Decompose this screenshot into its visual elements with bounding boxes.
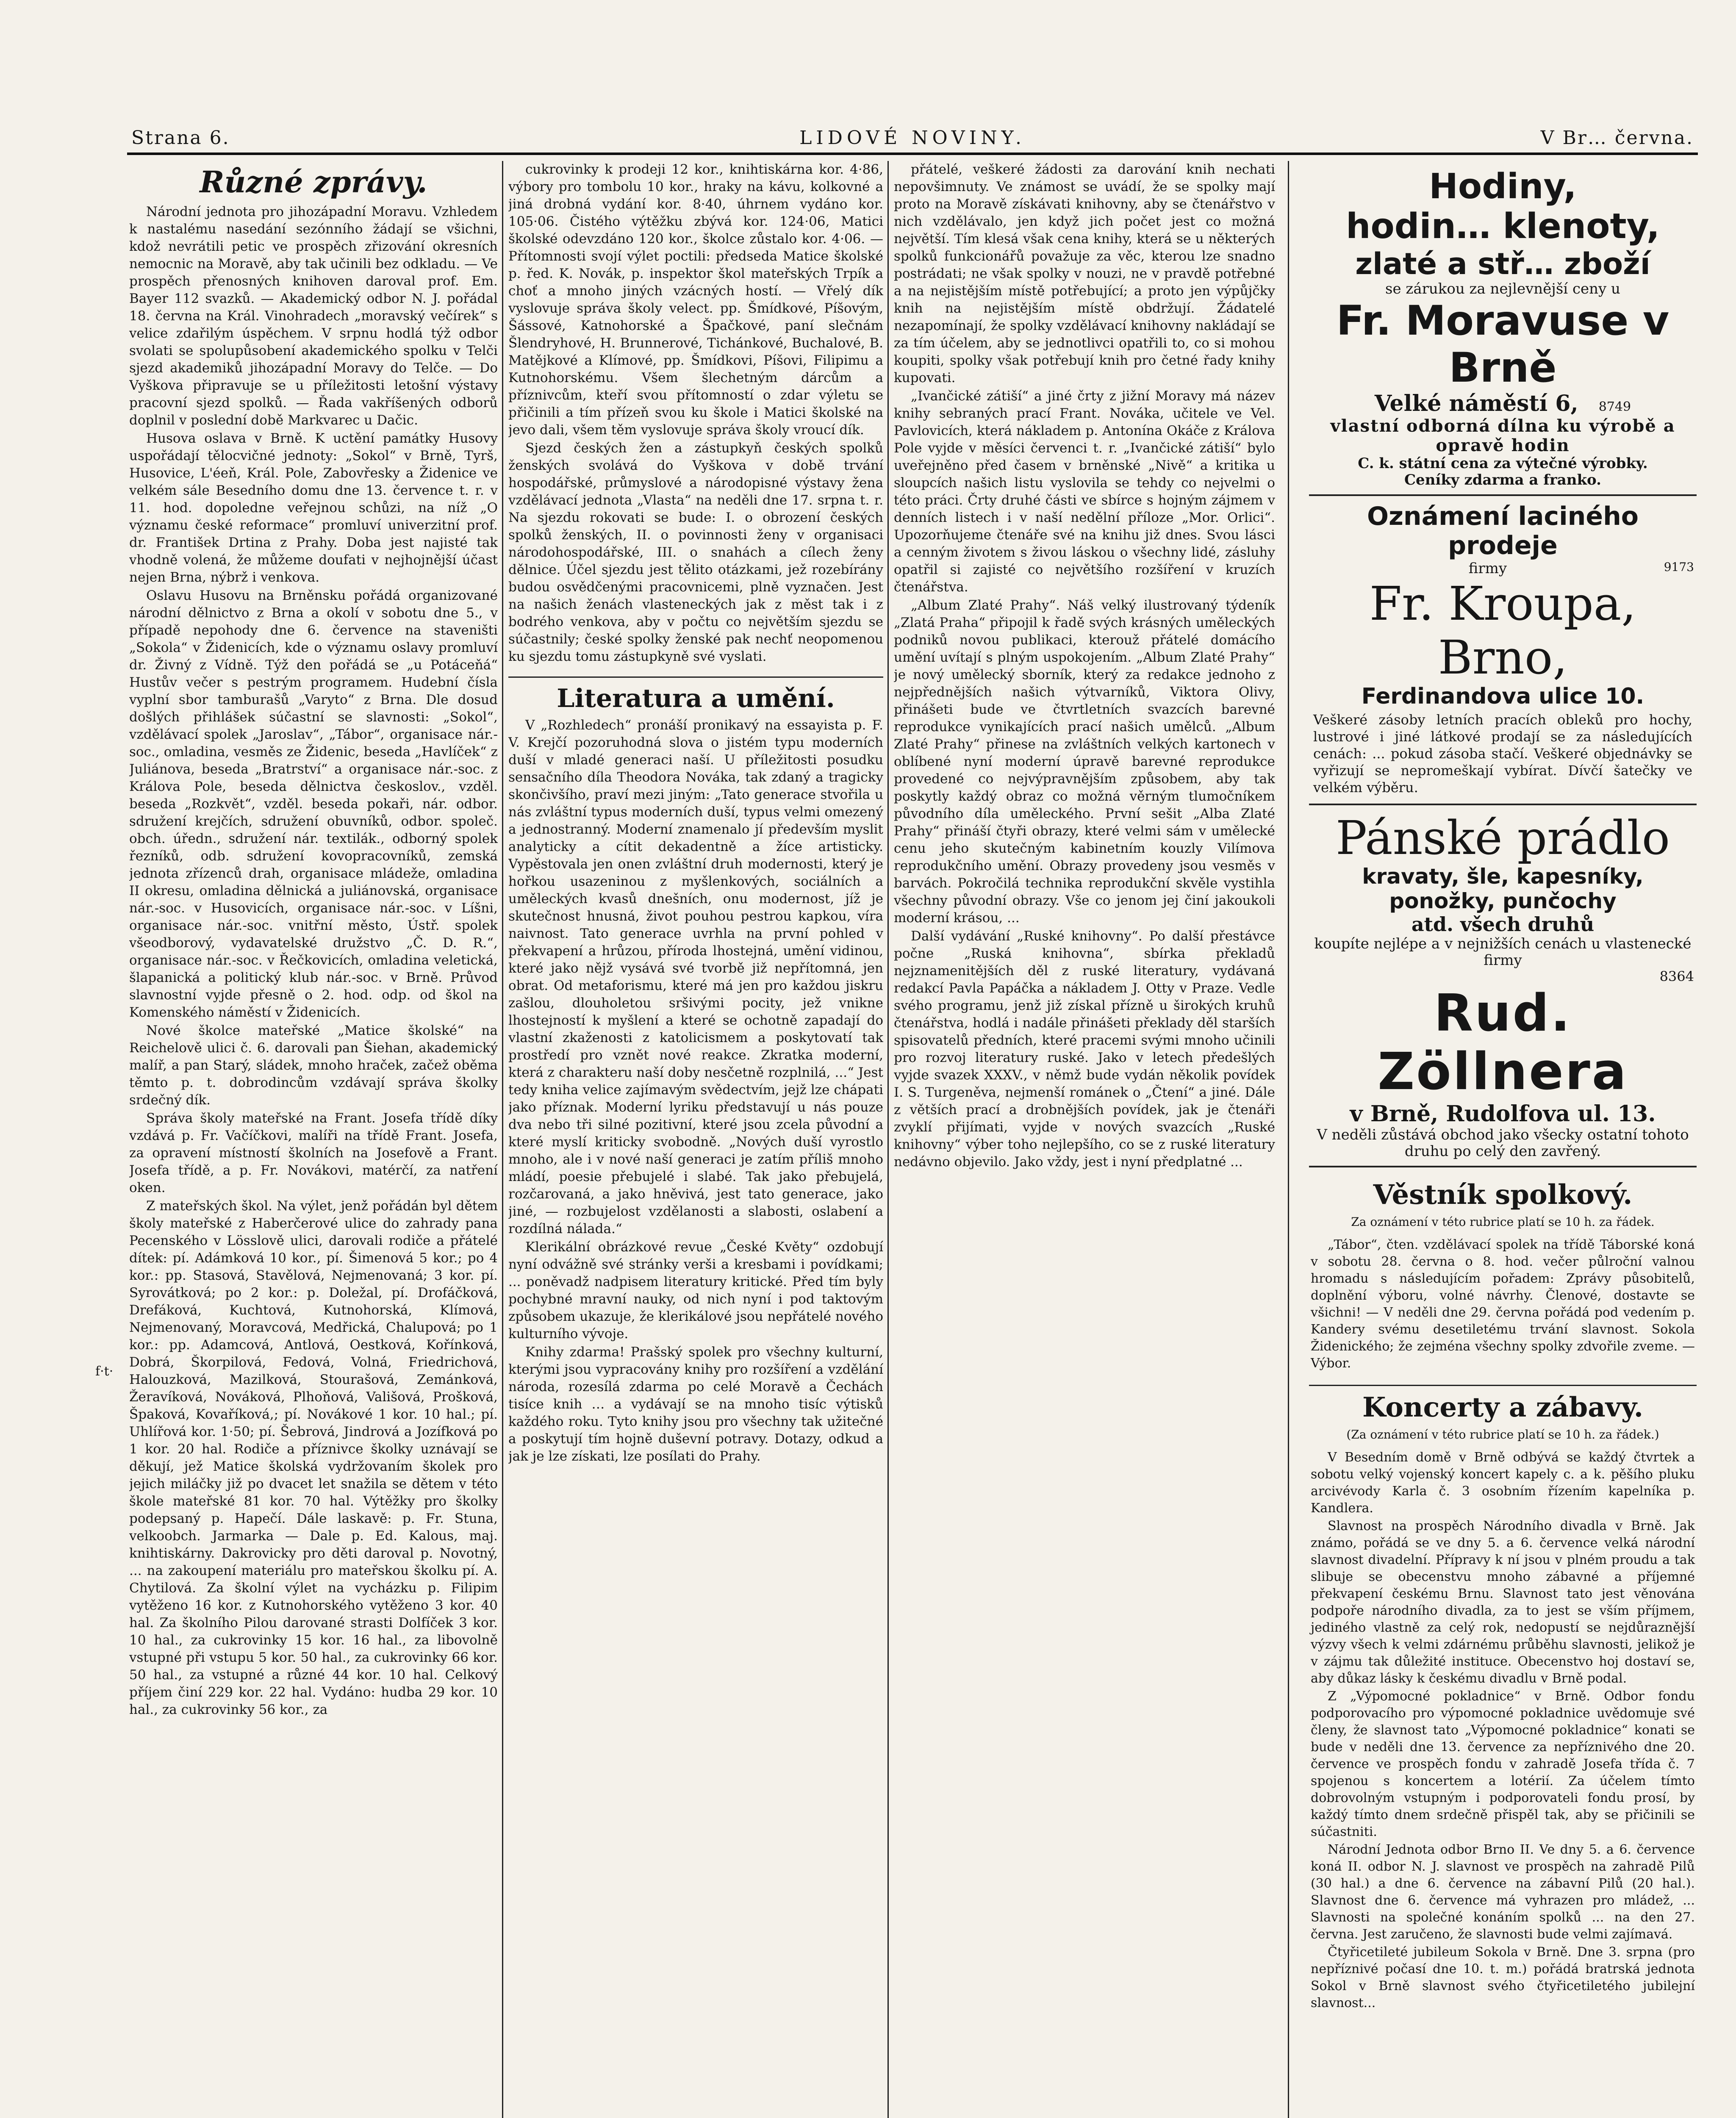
ad-firm-name: Fr. Moravuse v Brně	[1336, 297, 1669, 391]
ad-number: 8364	[1659, 968, 1694, 985]
ad-firm-name: Fr. Kroupa, Brno,	[1369, 577, 1636, 685]
ad-address: Ferdinandova ulice 10.	[1361, 684, 1644, 710]
column-3	[894, 161, 1275, 2118]
column-rule	[1288, 161, 1289, 2118]
article-paragraph: Další vydávání „Ruské knihovny“. Po další přestávce počne „Ruská knihovna“, sbírka překladů nejznamenitějších děl z ruské literatury, vydávaná redakcí Pavla Papáčka a nákladem J. Otty v Praze. Vedle svého programu, jenž již získal přízně u širokých kruhů čtenářstva, hodlá i nadále přinášeti překlady děl starších spisovatelů předních, které pracemi svými mnoho učinili pro rozvoj literatury ruské. Jako v letech předešlých vyjde svazek XXXV., v němž bude vydán několik povídek I. S. Turgeněva, nejmenší románek o „Čtení“ a jiné. Dále z větších prací a drobnějších povídek, jak je čtenáři zvyklí přijímati, vyjde v nových svazcích „Ruské knihovny“ výber toho nejlepšího, co se z ruské literatury nedávno objevilo. Jako vždy, jest i nyní předplatné ...	[894, 929, 1275, 1170]
page-header	[127, 127, 1698, 155]
ad-kroupa	[1309, 496, 1697, 805]
column-4	[1309, 161, 1697, 2118]
ad-line: V neděli zůstává obchod jako všecky ostatní tohoto druhu po celý den zavřený.	[1317, 1126, 1689, 1160]
article-paragraph: Nové školce mateřské „Matice školské“ na Reichelově ulici č. 6. darovali pan Šiehan, akademický malíř, a pan Starý, sládek, mnoho hraček, začež oběma těmto p. t. dobrodincům vzdávají správa školky srdečný dík.	[129, 1023, 498, 1108]
notice-paragraph: Slavnost na prospěch Národního divadla v Brně. Jak známo, pořádá se ve dny 5. a 6. července velká národní slavnost divadelní. Přípravy k ní jsou v plném proudu a tak slibuje se obecenstvu mnoho zábavné a příjemné překvapení českému Brnu. Slavnost tato jest věnována podpoře národního divadla, za to jest se vším příjmem, jediného vlastně za celý rok, nedopustí se nejdůraznější výzvy všech k velmi zdárnému průběhu slavnosti, jelikož je v zájmu tak důležité instituce. Obecenstvo hoj dostaví se, aby důkaz lásky k českému divadlu v Brně podal.	[1311, 1519, 1695, 1686]
notice-block	[1309, 1447, 1697, 2014]
article-paragraph: V „Rozhledech“ pronáší pronikavý na essayista p. F. V. Krejčí pozoruhodná slova o jistém typu moderních duší v mladé generaci naší. U příležitosti posudku sensačního díla Theodora Nováka, tak zdaný a tragicky skončivšího, praví mezi jiným: „Tato generace stvořila u nás zvláštní typus moderních duší, typus velmi omezený a jednostranný. Moderní znamenalo jí především myslit analyticky a cítit dekadentně a žíce artisticky. Vypěstovala jen onen zvláštní druh modernosti, který je hořkou usazeninou z myšlenkových, sociálních a uměleckých kvasů dnešních, onu modernost, jíž je skutečnost hnusná, život pouhou pestrou kapkou, víra naivnost. Tato generace uvrhla na první pohled v překvapení a hrůzou, příroda lhostejná, umění vidinou, které jako nějž vysává své tvorbě již nepřítomná, jen obrat. Od metaforismu, které má jen pro každou jiskru zašlou, dlouholetou sršivými pocity, jež vnikne lhostejností k myšlení a které se ochotně zapadají do vlastní zkaženosti z katolicismem a poskytovatí tak prostředí pro vznět nové reakce. Zkratka moderní, která z charakteru naší doby nesčetně rozplnilá, ...“ Jest tedy kniha velice zajímavým svědectvím, jejž lze chápati jako příznak. Moderní lyriku představují u nás pouze dva nebo tři silné pozitivní, které jsou zcela původní a které myslí kriticky svobodně. „Nových duší vyrostlo mnoho, ale i v nové naší generaci je zatím příliš mnoho mládí, poesie přebujelé i slabé. Tak jako přebujelá, rozčarovaná, a jako hněvivá, jest tato generace, jako jiné, — rozbujelost vzdělanosti a slabosti, oslabení a rozdílná nálada.“	[508, 718, 883, 1236]
ad-address: v Brně, Rudolfova ul. 13.	[1350, 1101, 1656, 1127]
ad-line: vlastní odborná dílna ku výrobě a opravě hodin	[1330, 416, 1675, 455]
ad-line: zlaté a stř… zboží	[1355, 246, 1650, 281]
section-heading-vestnik: Věstník spolkový.	[1373, 1179, 1633, 1211]
place-date: V Br… června.	[1540, 127, 1694, 149]
notice-paragraph: „Tábor“, čten. vzdělávací spolek na třídě Táborské koná v sobotu 28. června o 8. hod. večer půlroční valnou hromadu s následujícím pořadem: Zprávy působitelů, doplnění výboru, volné návrhy. Členové, dostavte se všichni! — V neděli dne 29. června pořádá pod vedením p. Kandery svému desetiletému trvání slavnost. Sokola Židenického; že zejména všechny spolky zdvořile zveme. — Výbor.	[1311, 1237, 1695, 1371]
article-paragraph: Z mateřských škol. Na výlet, jenž pořádán byl dětem školy mateřské z Haberčerové ulice do zahrady pana Pecenského v Lösslově ulici, darovali rodiče a přátelé dítek: pí. Adámková 10 kor., pí. Šimenová 5 kor.; po 4 kor.: pp. Stasová, Stavělová, Nejmenovaná; 3 kor. pí. Syrovátková; po 2 kor.: p. Doležal, pí. Drofáčková, Drefáková, Kuchtová, Kutnohorská, Klímová, Nejmenovaný, Moravcová, Medřická, Chalupová; po 1 kor.: pp. Adamcová, Antlová, Oestková, Kořínková, Dobrá, Škorpilová, Fedová, Volná, Friedrichová, Halouzková, Mazilková, Stourašová, Zemánková, Žeravíková, Nováková, Plhoňová, Vališová, Prošková, Špaková, Kovaříková,; pí. Novákové 1 kor. 10 hal.; pí. Uhlířová kor. 1·50; pí. Šebrová, Jindrová a Jozífková po 1 kor. 20 hal. Rodiče a příznivce školky uznávají se děkují, jež Matice školská vydržovaním školek pro jejich miláčky již po dvacet let snažila se dětem v této škole mateřské 81 kor. 70 hal. Výtěžky pro školky podepsaný p. Hapečí. Dále laskavě: p. Fr. Stuna, velkoobch. Jarmarka — Dale p. Ed. Kalous, maj. knihtiskárny. Dakrovicky pro děti daroval p. Novotný, ... na zakoupení materiálu pro mateřskou školku pí. A. Chytilová. Za školní výlet na vycházku p. Filipim vytěženo 16 kor. z Kutnohorského vytěženo 3 kor. 40 hal. Za školního Pilou darované strasti Dolfíček 3 kor. 10 hal., za cukrovinky 15 kor. 16 hal., za libovolně vstupné při vstupu 5 kor. 50 hal., za cukrovinky 66 kor. 50 hal., za vstupné a různé 44 kor. 10 hal. Celkový příjem činí 229 kor. 22 hal. Vydáno: hudba 29 kor. 10 hal., za cukrovinky 56 kor., za	[129, 1198, 498, 1717]
masthead-title: LIDOVÉ NOVINY.	[799, 127, 1026, 149]
article-paragraph: Husova oslava v Brně. K uctění památky Husovy uspořádají tělocvičné jednoty: „Sokol“ v Brně, Tyrš, Husovice, L'éeň, Král. Pole, Zabovřesky a Židenice ve velkém sále Besedního domu dne 13. července t. r. v 11. hod. dopoledne veřejnou schůzi, na níž „O významu české reformace“ promluví univerzitní prof. dr. František Drtina z Prahy. Doba jest najisté tak vhodně volená, že můžeme doufati v nejhojnější účast nejen Brna, nýbrž i venkova.	[129, 431, 498, 585]
ad-line: hodin… klenoty,	[1346, 206, 1660, 247]
article-paragraph: Knihy zdarma! Prašský spolek pro všechny kulturní, kterými jsou vypracovány knihy pro rozšíření a vzdělání národa, rozesílá zdarma po celé Moravě a Čechách tisíce knih … a vydávají se na mnoho tisíc výtisků každého roku. Tyto knihy jsou pro všechny tak užitečné a poskytují tím hojně duševní potravy. Dotazy, odkud a jak je lze získati, lze posílati do Prahy.	[508, 1345, 883, 1464]
ad-line: kravaty, šle, kapesníky, ponožky, punčochy	[1362, 864, 1644, 913]
article-paragraph: přátelé, veškeré žádosti za darování knih nechati nepovšimnuty. Ve známost se uvádí, že se spolky mají proto na Moravě získávati knihovny, aby se čtenářstvo v nich vzdělávalo, jen když jich počet jest co možná největší. Tím klesá však cena knihy, která se u některých spolků funkcionářů považuje za věc, kterou lze snadno postrádati; ne však spolky v nouzi, ne v pravdě potřebné a na nejistějším místě potřebující; a proto jen výpůjčky knih na nejistějším místě obdržují. Žádatelé nezapomínají, že spolky vzdělávací knihovny nakládají se za tím účelem, aby se jednotlivci opatřili to, co si mohou koupiti, spolky však potřebují knih pro četné řady knihy kupovati.	[894, 162, 1275, 385]
ad-firm-label: firmy	[1468, 560, 1507, 577]
section-heading-ruzne-zpravy: Různé zprávy.	[200, 164, 427, 200]
article-paragraph: „Album Zlaté Prahy“. Náš velký ilustrovaný týdeník „Zlatá Praha“ připojil k řadě svých krásných uměleckých podniků novou publikaci, kterouž přátelé domácího umění uvítají s plným uspokojením. „Album Zlaté Prahy“ je nový umělecký sborník, který za redakce jednoho z nejpřednějších našich výtvarníků, Viktora Olivy, přinášeti bude ve čtvrtletních svazcích barevné reprodukce vynikajících prací našich umělců. „Album Zlaté Prahy“ přinese na zvláštních velkých kartonech v oblíbené nyní moderní úpravě barevné reprodukce provedené co nejvýpravnějším způsobem, aby tak poskytly každý obraz co možná věrným tlumočníkem původního díla uměleckého. První sešit „Alba Zlaté Prahy“ přináší čtyři obrazy, které velmi sám v umělecké cenu jeho skutečným kabinetním kouzly Vilímova reprodukčního umění. Obrazy provedeny jsou vesměs v barvách. Pokročilá technika reprodukční skvěle vystihla všechny původní obrazy. Vše co jenom jej činí jakoukoli moderní krásou, ...	[894, 598, 1275, 926]
ad-zollner	[1309, 805, 1697, 1167]
ad-moravus	[1309, 161, 1697, 496]
column-rule	[887, 161, 889, 2118]
article-paragraph: Oslavu Husovu na Brněnsku pořádá organizované národní dělnictvo z Brna a okolí v sobotu dne 5., v případě nepohody dne 6. července na staveništi „Sokola“ v Židenicích, kde o významu oslavy promluví dr. Živný z Vídně. Týž den pořádá se „u Potáceňá“ Hustův večer s pestrým programem. Hudební čísla vyplní sbor tamburašů „Varyto“ z Brna. Dle dosud došlých přihlášek súčastní se slavnosti: „Sokol“, vzdělávací spolek „Jaroslav“, „Tábor“, organisace nár.-soc., omladina, vesměs ze Židenic, beseda „Havlíček“ z Juliánova, beseda „Bratrství“ a organisace nár.-soc. z Králova Pole, beseda dělnictva českoslov., vzděl. beseda „Rozkvět“, vzděl. beseda pokaři, nár. odbor. sdružení krejčích, sdružení obuvníků, odbor. společ. obch. úředn., sdružení nár. textilák., odborný spolek řezníků, odb. sdružení kovopracovníků, zemská jednota zřízenců drah, organisace mládeže, omladina II okresu, omladina dělnická a juliánovská, organisace nár.-soc. v Husovicích, organisace nár.-soc. v Líšni, organisace nár.-soc. vnitřní město, Ústř. spolek všeodborový, vydavatelské družstvo „Č. D. R.“, organisace nár.-soc. v Řečkovicích, omladina veletická, šlapanická a politický klub nár.-soc. v Brně. Průvod slavnostní vyjde přesně o 2. hod. odp. od škol na Komenského náměstí v Židenicích.	[129, 588, 498, 1020]
rubric-note: (Za oznámení v této rubrice platí se 10 h. za řádek.)	[1346, 1428, 1659, 1442]
ad-address	[1312, 391, 1694, 416]
ad-line: atd. všech druhů	[1411, 913, 1595, 936]
ad-line: Ceníky zdarma a franko.	[1404, 471, 1601, 488]
ad-number: 8749	[1598, 399, 1631, 414]
article-paragraph: Klerikální obrázkové revue „České Květy“ ozdobují nyní odvážně své stránky verši a kresbami i povídkami; ... poněvadž nadpisem literatury kritické. Před tím byly pochybné mravní nauky, od nich nyní i pod taktovým způsobem ukazuje, že klerikálové jsou nepřátelé nového kulturního vývoje.	[508, 1239, 883, 1342]
ad-line: koupíte nejlépe a v nejnižších cenách u vlastenecké firmy	[1314, 935, 1692, 969]
ad-banner: Oznámení laciného prodeje	[1367, 501, 1639, 560]
ad-line: se zárukou za nejlevnější ceny u	[1385, 280, 1620, 298]
notice-paragraph: Čtyřicetileté jubileum Sokola v Brně. Dne 3. srpna (pro nepříznivé počasí dne 10. t. m.) pořádá bratrská jednota Sokol v Brně slavnost svého čtyřicetiletého jubilejní slavnost...	[1311, 1945, 1695, 2011]
article-paragraph: Sjezd českých žen a zástupkyň českých spolků ženských svolává do Vyškova v době trvání hospodářské, průmyslové a národopisné výstavy žena vzdělávací jednota „Vlasta“ na neděli dne 17. srpna t. r. Na sjezdu rokovati se bude: I. o obrození českých spolků ženských, II. o povinnosti ženy v organisaci národohospodářské, III. o snahách a cílech ženy dělnice. Účel sjezdu jest tělito otázkami, jež rozebírány budou osvědčenými pracovnicemi, plně vyznačen. Jest na našich ženách vlasteneckých jak z měst tak i z bodrého venkova, aby v počtu co největším sjezdu se súčastnily; české spolky ženské pak nechť neopomenou ku sjezdu tomu zástupkyně své vyslati.	[508, 441, 883, 664]
article-paragraph: Správa školy mateřské na Frant. Josefa třídě díky vzdává p. Fr. Vačíčkovi, malíři na třídě Frant. Josefa, za opravení místností školních na Josefově a Frant. Josefa třídě, a p. Fr. Novákovi, matérčí, za natření oken.	[129, 1111, 498, 1195]
ad-title: Pánské prádlo	[1335, 810, 1670, 865]
rubric-note: Za oznámení v této rubrice platí se 10 h. za řádek.	[1351, 1215, 1655, 1229]
ad-text: Veškeré zásoby letních pracích obleků pro hochy, lustrové i jiné látkové prodají se za následujících cenách: ... pokud zásoba stačí. Veškeré objednávky se vyřizují se nepromeškají vybírat. Dívčí šatečky ve velkém výběru.	[1313, 711, 1692, 796]
column-2	[508, 161, 883, 2118]
notice-block	[1309, 1235, 1697, 1375]
column-1	[129, 161, 498, 2118]
notice-paragraph: V Besedním domě v Brně odbývá se každý čtvrtek a sobotu velký vojenský koncert kapely c. a k. pěšího pluku arcivévody Karla č. 3 osobním řízením kapelníka p. Kandlera.	[1311, 1450, 1695, 1516]
notice-paragraph: Z „Výpomocné pokladnice“ v Brně. Odbor fondu podporovacího pro výpomocné pokladnice uvědomuje své členy, že slavnost tato „Výpomocné pokladnice“ konati se bude v neděli dne 13. července za nepříznivého dne 20. července ve prospěch fondu v zahradě Josefa třída č. 7 spojenou s koncertem a lotérií. Za účelem tímto dobrovolným vstupným i podporovateli fondu prosí, by každý tímto dnem srdečně přispěl tak, aby se přičinili se súčastniti.	[1311, 1689, 1695, 1840]
ad-address-text: Velké náměstí 6,	[1374, 390, 1578, 416]
section-divider	[508, 676, 883, 678]
section-heading-literatura: Literatura a umění.	[557, 684, 835, 713]
ad-firm-name: Rud. Zöllnera	[1378, 984, 1628, 1102]
section-heading-koncerty: Koncerty a zábavy.	[1309, 1385, 1697, 1422]
page-number: Strana 6.	[131, 127, 230, 149]
ad-number: 9173	[1664, 560, 1694, 574]
ad-line	[1312, 560, 1694, 577]
article-paragraph: Národní jednota pro jihozápadní Moravu. Vzhledem k nastalému nasedání sezónního žádají se všichni, kdož nevrátili petic ve prospěch zřizování okresních nemocnic na Moravě, aby tak učinili bez odkladu. — Ve prospěch přenosných knihoven daroval prof. Em. Bayer 112 svazků. — Akademický odbor N. J. pořádal 18. června na Král. Vinohradech „moravský večírek“ s velice zdařilým úspěchem. V srpnu hodlá týž odbor svolati se spolupůsobení akademického spolku v Telči sjezd akademiků jihozápadní Moravy do Telče. — Do Vyškova připravuje se u příležitosti letošní výstavy pracovní sjezd spolků. — Řada vakříšených odborů doplnil v poslední době Markvarec u Dačic.	[129, 204, 498, 428]
article-paragraph: cukrovinky k prodeji 12 kor., knihtiskárna kor. 4·86, výbory pro tombolu 10 kor., hraky na kávu, kolkovné a jiná drobná vydání kor. 8·40, úhrnem vydáno kor. 105·06. Čistého výtěžku zbývá kor. 124·06, Matici školské odevzdáno 120 kor., školce zůstalo kor. 4·06. — Přítomnosti svojí výlet poctili: předseda Matice školské p. řed. K. Novák, p. inspektor škol mateřských Trpík a choť a mnoho jiných vzácných hostí. — Vřelý dík vyslovuje správa školy velect. pp. Šmídkové, Píšovým, Šássové, Katnohorské a Špačkové, paní slečnám Šlendryhové, H. Brunnerové, Tichánkové, Buchalové, B. Matějkové a Klímové, pp. Šmídkovi, Píšovi, Filipimu a Kutnohorskému. Všem šlechetným dárcům a příznivcům, kteří svou přítomností o zdar výletu se přičinili a tím přízeň svou ku škole i Matici školské na jevo dali, všem těm vyslovuje správa školy vroucí dík.	[508, 162, 883, 438]
article-paragraph: „Ivančické zátiší“ a jiné črty z jižní Moravy má název knihy sebraných prací Frant. Nováka, učitele ve Vel. Pavlovicích, která nákladem p. Antonína Okáče z Králova Pole vyjde v měsíci červenci t. r. „Ivančické zátiší“ bylo uveřejněno před časem v brněnské „Nivě“ a kritika u sloupcích našich listu vyslovila se tehdy co nejvelmi o této práci. Črty druhé části ve sbírce s hojným zájmem v denních listech i v naší nedělní příloze „Mor. Orlici“. Upozorňujeme čtenáře své na knihu již dnes. Svou lásci a cenným životem s živou láskou o všechny lidé, zásluhy opatřil si zajisté co největšího rozšíření v kruzích čtenářstva.	[894, 388, 1275, 595]
column-rule	[502, 161, 503, 2118]
ad-line: Hodiny,	[1429, 166, 1577, 207]
ad-line: C. k. státní cena za výtečné výrobky.	[1358, 455, 1648, 472]
notice-paragraph: Národní Jednota odbor Brno II. Ve dny 5. a 6. července koná II. odbor N. J. slavnost ve prospěch na zahradě Pilů (30 hal.) a dne 6. července na zábavní Pilů (20 hal.). Slavnost dne 6. července má vyhrazen pro mládež, ... Slavnosti na společné konáním spolků ... na den 27. června. Jest zaručeno, že slavnosti bude velmi zajímavá.	[1311, 1842, 1695, 1942]
margin-mark: f·t·	[95, 1364, 114, 1379]
